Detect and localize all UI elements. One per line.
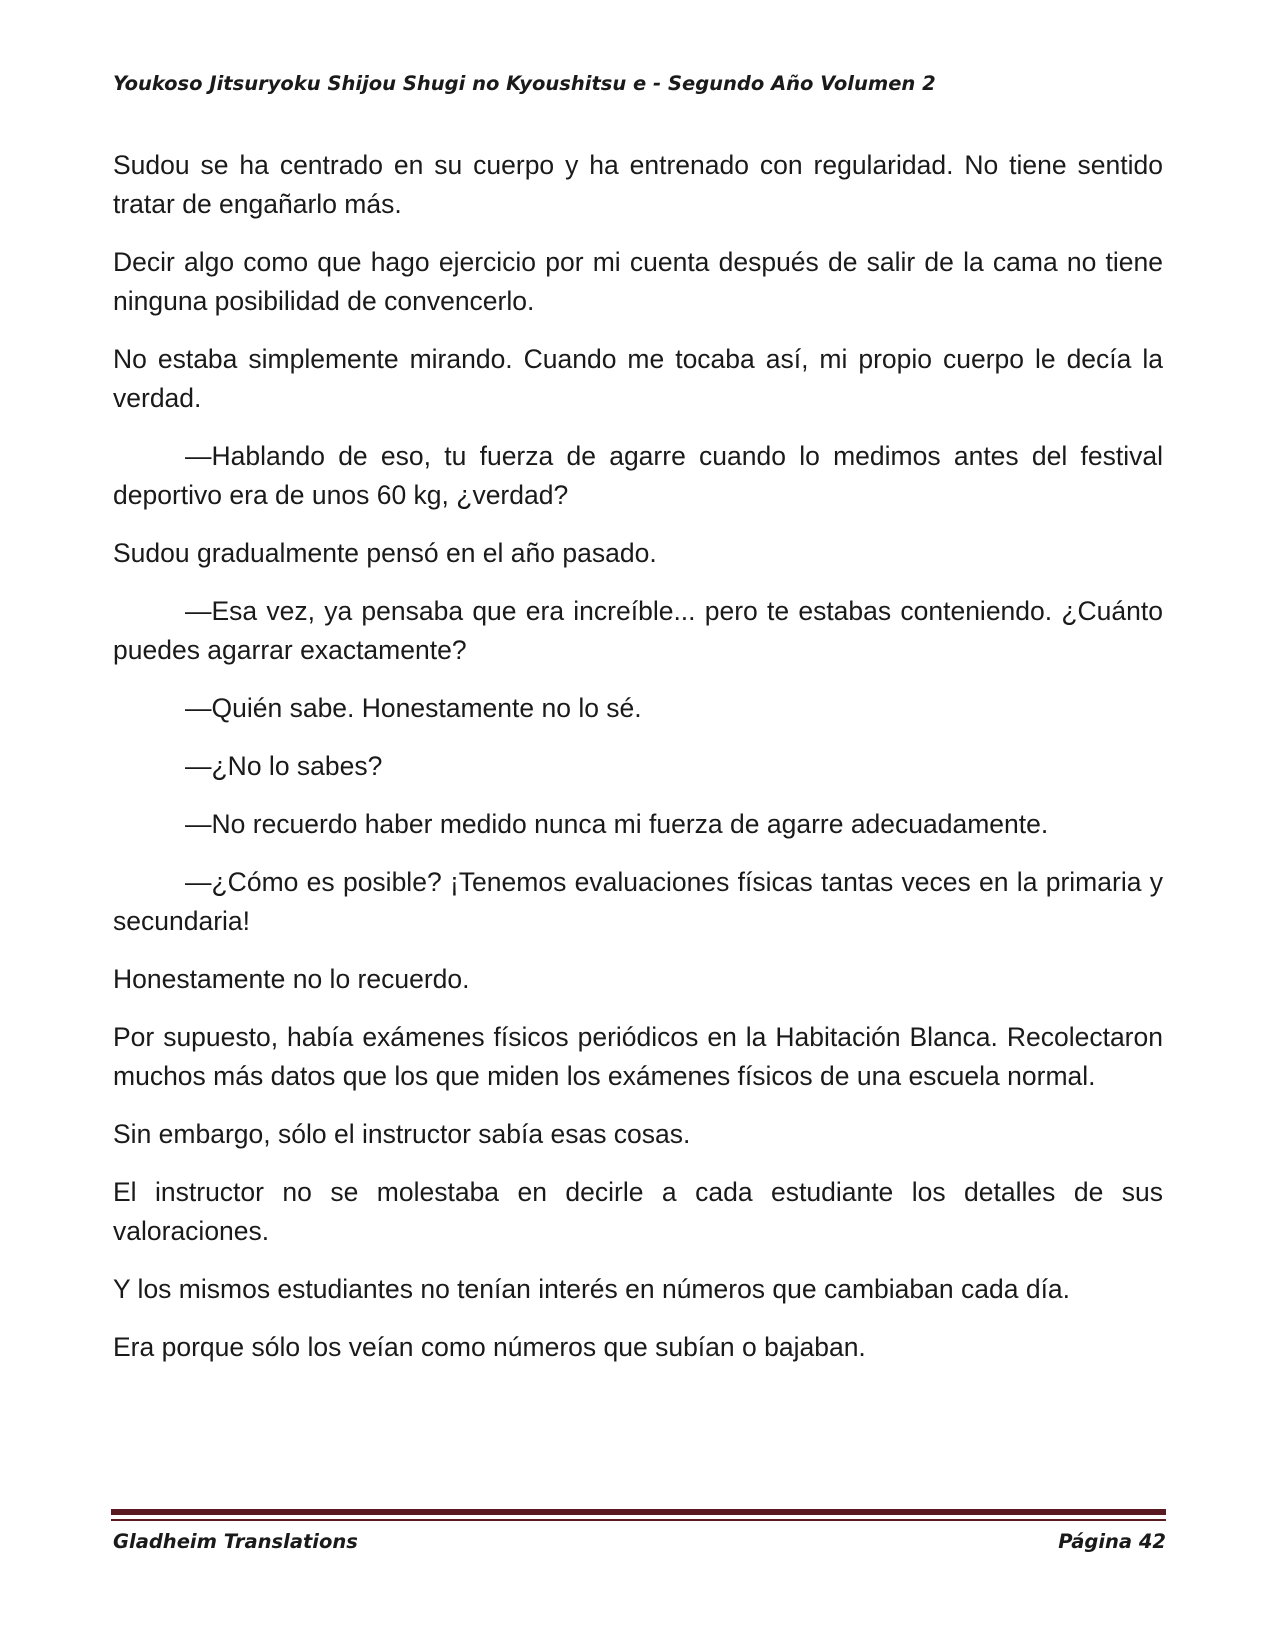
footer-credit: Gladheim Translations (113, 1530, 358, 1553)
page-body (113, 146, 1163, 1386)
paragraph: Por supuesto, había exámenes físicos periódicos en la Habitación Blanca. Recolectaron muchos más datos que los que miden los exámenes físicos de una escuela normal. (113, 1022, 1163, 1091)
paragraph: Sudou se ha centrado en su cuerpo y ha entrenado con regularidad. No tiene sentido tratar de engañarlo más. (113, 150, 1163, 219)
paragraph: Honestamente no lo recuerdo. (113, 964, 470, 994)
paragraph: Era porque sólo los veían como números que subían o bajaban. (113, 1332, 866, 1362)
page-number: Página 42 (1058, 1530, 1166, 1553)
paragraph: Decir algo como que hago ejercicio por mi cuenta después de salir de la cama no tiene ninguna posibilidad de convencerlo. (113, 247, 1163, 316)
dialogue-paragraph: —No recuerdo haber medido nunca mi fuerza de agarre adecuadamente. (185, 809, 1049, 839)
footer-divider-thick (111, 1509, 1166, 1515)
paragraph: El instructor no se molestaba en decirle a cada estudiante los detalles de sus valoraciones. (113, 1177, 1163, 1246)
dialogue-paragraph: —Quién sabe. Honestamente no lo sé. (185, 693, 642, 723)
paragraph: Sin embargo, sólo el instructor sabía esas cosas. (113, 1119, 691, 1149)
dialogue-paragraph: —Esa vez, ya pensaba que era increíble... pero te estabas conteniendo. ¿Cuánto puedes agarrar exactamente? (113, 596, 1163, 665)
paragraph: Sudou gradualmente pensó en el año pasado. (113, 538, 657, 568)
dialogue-paragraph: —¿No lo sabes? (185, 751, 383, 781)
footer-divider-thin (111, 1519, 1166, 1521)
page-header-title: Youkoso Jitsuryoku Shijou Shugi no Kyoushitsu e - Segundo Año Volumen 2 (113, 72, 936, 95)
dialogue-paragraph: —Hablando de eso, tu fuerza de agarre cuando lo medimos antes del festival deportivo era de unos 60 kg, ¿verdad? (113, 441, 1163, 510)
paragraph: Y los mismos estudiantes no tenían interés en números que cambiaban cada día. (113, 1274, 1071, 1304)
paragraph: No estaba simplemente mirando. Cuando me tocaba así, mi propio cuerpo le decía la verdad. (113, 344, 1163, 413)
dialogue-paragraph: —¿Cómo es posible? ¡Tenemos evaluaciones físicas tantas veces en la primaria y secundaria! (113, 867, 1163, 936)
